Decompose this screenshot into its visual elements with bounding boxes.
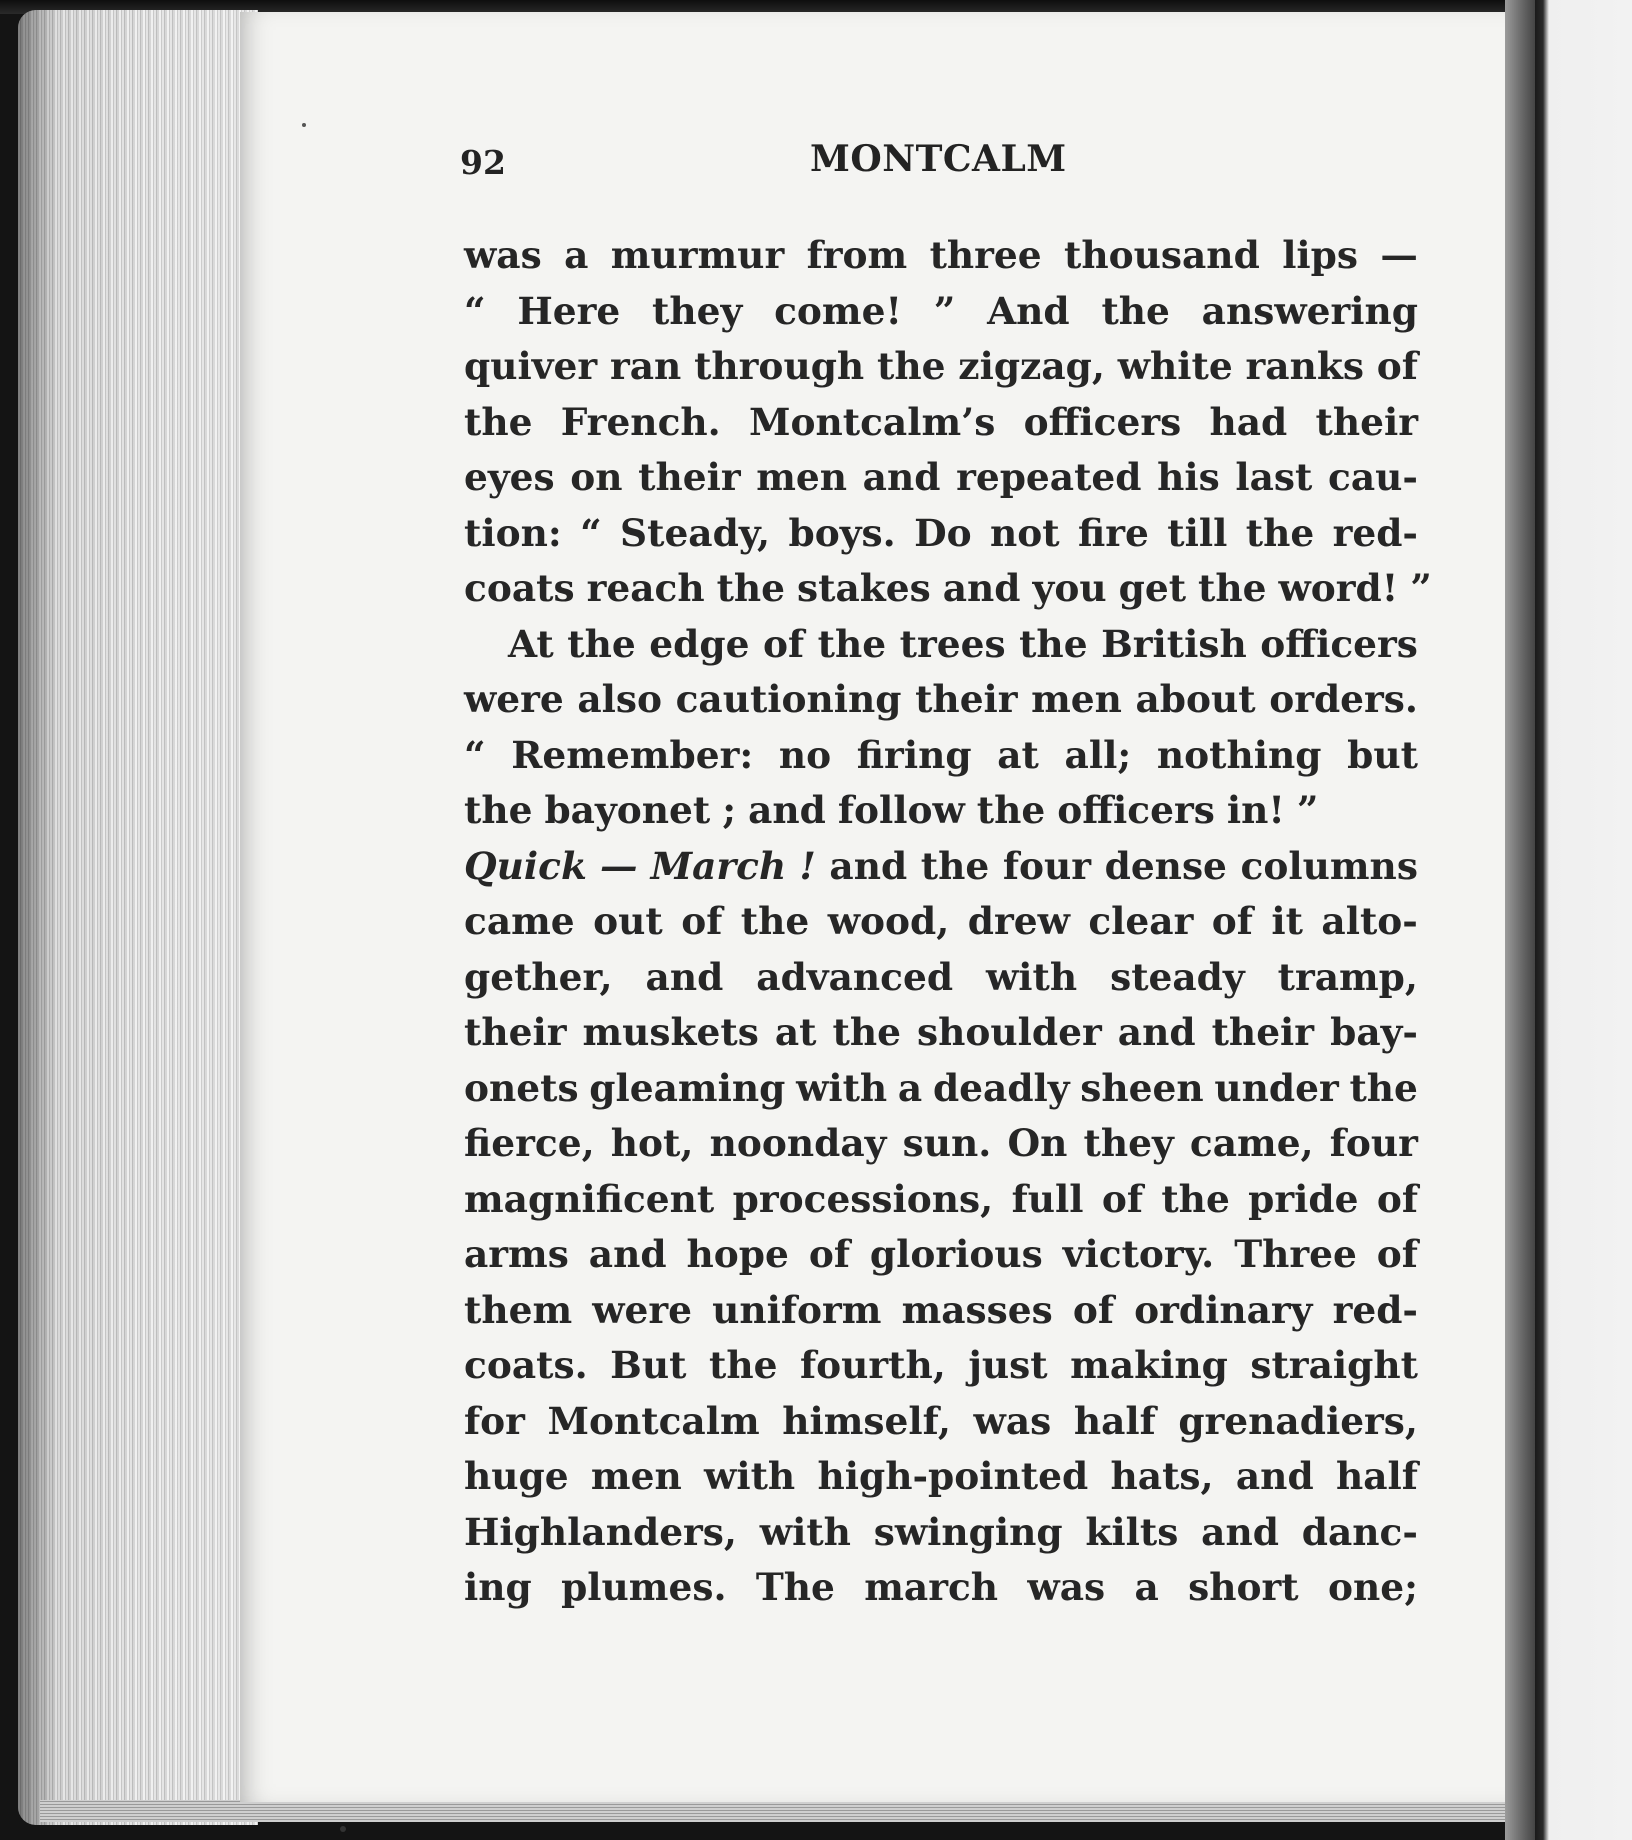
word: the — [976, 788, 1046, 832]
text-line — [464, 228, 1418, 284]
word: with — [704, 1454, 796, 1498]
word: of — [1376, 344, 1418, 388]
word: of — [1072, 1287, 1115, 1332]
word: through — [694, 344, 865, 388]
word: from — [806, 233, 908, 277]
word: steady — [1110, 954, 1245, 999]
word: till — [1167, 510, 1228, 555]
word: answering — [1201, 288, 1418, 333]
word: boys. — [788, 510, 896, 555]
word: fierce, — [464, 1121, 595, 1165]
word: the — [464, 788, 533, 832]
word: all; — [1064, 732, 1132, 777]
page-edges-bottom — [40, 1800, 1520, 1822]
word: get — [1118, 566, 1187, 610]
word: coats. — [464, 1343, 588, 1387]
word: men — [1031, 677, 1122, 721]
text-line — [464, 506, 1418, 562]
word: and — [645, 954, 724, 999]
word: the — [716, 566, 786, 610]
text-line — [464, 1338, 1418, 1394]
word: Remember: — [511, 732, 754, 777]
word: out — [593, 899, 663, 943]
text-line — [464, 561, 1432, 617]
word: hope — [686, 1232, 789, 1276]
page-number: 92 — [460, 143, 506, 182]
word: had — [1209, 399, 1288, 444]
word: quiver — [464, 344, 598, 388]
text-line — [464, 950, 1418, 1006]
word: dense — [1104, 843, 1227, 888]
word: deadly — [932, 1065, 1070, 1110]
word: trees — [899, 621, 1006, 666]
word: ing — [464, 1565, 532, 1609]
word: their — [1211, 1010, 1315, 1054]
word: the — [1349, 1065, 1418, 1110]
running-title: MONTCALM — [810, 138, 1067, 180]
word: On — [1007, 1121, 1068, 1165]
word: and — [1201, 1509, 1279, 1554]
speck — [340, 1826, 346, 1832]
text-line — [464, 1560, 1418, 1616]
word: sheen — [1080, 1065, 1204, 1110]
word: three — [929, 233, 1042, 277]
word: just — [968, 1343, 1048, 1387]
word: clear — [1088, 899, 1194, 943]
word: red- — [1332, 510, 1418, 555]
word: magnificent — [464, 1176, 715, 1221]
word: of — [1211, 899, 1253, 943]
word: Montcalm — [547, 1398, 760, 1443]
word: tion: — [464, 510, 562, 555]
word: high-pointed — [817, 1454, 1089, 1498]
word: bay- — [1330, 1010, 1418, 1054]
word: shoulder — [917, 1010, 1102, 1054]
word: with — [759, 1509, 851, 1554]
word: Here — [517, 288, 621, 333]
word: coats — [464, 566, 575, 610]
word: four — [1002, 843, 1091, 888]
word: fire — [1078, 510, 1149, 555]
word: the — [709, 1343, 778, 1387]
word: was — [973, 1398, 1052, 1443]
word: plumes. — [561, 1565, 727, 1609]
text-line — [464, 1116, 1418, 1172]
word: sun. — [902, 1121, 992, 1165]
text-line — [464, 284, 1418, 340]
word: of — [808, 1232, 850, 1276]
word: you — [1032, 566, 1107, 610]
text-line — [464, 339, 1418, 395]
word: no — [778, 732, 832, 777]
word: of — [681, 899, 723, 943]
word: follow — [837, 788, 965, 832]
word: Montcalm’s — [748, 399, 996, 444]
word: cau- — [1327, 455, 1418, 499]
word: glorious — [869, 1232, 1043, 1276]
page-edges-shadow — [18, 10, 258, 1825]
word: the — [567, 621, 636, 666]
word: the — [1245, 510, 1315, 555]
word: their — [464, 1010, 567, 1054]
word: a — [564, 233, 589, 277]
word: four — [1329, 1121, 1418, 1165]
word: for — [464, 1398, 525, 1443]
word: firing — [856, 732, 972, 777]
text-line — [464, 783, 1418, 839]
word: “ — [580, 510, 602, 555]
word: French. — [560, 399, 721, 444]
word: straight — [1250, 1343, 1418, 1387]
word: the — [1101, 288, 1170, 333]
word: of — [762, 621, 805, 666]
word: officers — [1057, 788, 1215, 832]
word: in! — [1226, 788, 1285, 832]
word: huge — [464, 1454, 569, 1498]
word: short — [1188, 1565, 1299, 1609]
word: and — [862, 455, 941, 499]
word: men — [756, 455, 848, 499]
body-text — [464, 228, 1432, 1616]
word: stakes — [797, 566, 931, 610]
word: under — [1214, 1065, 1339, 1110]
text-line — [464, 1394, 1418, 1450]
word: At — [508, 621, 554, 666]
word: word! — [1278, 566, 1399, 610]
word: march — [864, 1565, 999, 1609]
word: pride — [1248, 1176, 1359, 1221]
word: the — [464, 399, 533, 444]
word: grenadiers, — [1178, 1398, 1418, 1443]
word: not — [990, 510, 1060, 555]
word: their — [1315, 399, 1418, 444]
word: masses — [901, 1287, 1053, 1332]
word: half — [1073, 1398, 1156, 1443]
word: tramp, — [1277, 954, 1418, 999]
word: they — [652, 288, 743, 333]
word: the — [920, 843, 990, 888]
word: came, — [1189, 1121, 1314, 1165]
text-line — [464, 450, 1418, 506]
word: was — [1027, 1565, 1106, 1609]
word: their — [638, 455, 741, 499]
word: they — [1083, 1121, 1174, 1165]
word: the — [832, 1010, 901, 1054]
word: the — [877, 344, 946, 388]
word: gleaming — [589, 1065, 786, 1110]
word: onets — [464, 1065, 579, 1110]
word: arms — [464, 1232, 569, 1276]
word: but — [1347, 732, 1418, 777]
word: officers — [1023, 399, 1182, 444]
word: them — [464, 1287, 573, 1332]
word: ” — [1296, 788, 1319, 832]
text-line — [464, 1061, 1418, 1117]
word: and — [942, 566, 1021, 610]
text-line — [464, 728, 1418, 784]
word: of — [1376, 1176, 1418, 1221]
word: ; — [722, 788, 737, 832]
speck — [302, 123, 306, 127]
word: were — [592, 1287, 692, 1332]
word: “ — [464, 288, 486, 333]
word: alto- — [1321, 899, 1418, 943]
word: one; — [1327, 1565, 1418, 1609]
word: columns — [1240, 843, 1418, 888]
word: orders. — [1269, 677, 1418, 721]
word: also — [577, 677, 662, 721]
word: the — [817, 621, 887, 666]
italic-phrase: Quick — March ! — [464, 843, 816, 888]
word: British — [1101, 621, 1247, 666]
text-line — [464, 395, 1418, 451]
word: the — [1198, 566, 1267, 610]
text-line — [464, 1172, 1418, 1228]
word: cautioning — [675, 677, 902, 721]
word: bayonet — [544, 788, 711, 832]
word: advanced — [756, 954, 954, 999]
word: kilts — [1085, 1509, 1179, 1554]
word: officers — [1260, 621, 1418, 666]
text-line — [464, 839, 1418, 895]
word: with — [796, 1065, 888, 1110]
word: last — [1235, 455, 1313, 499]
word: murmur — [610, 233, 785, 277]
text-line — [464, 672, 1418, 728]
word: their — [915, 677, 1018, 721]
word: noonday — [709, 1121, 887, 1165]
text-line — [464, 1449, 1418, 1505]
word: And — [987, 288, 1070, 333]
word: of — [1376, 1232, 1418, 1276]
word: Steady, — [620, 510, 771, 555]
word: the — [1161, 1176, 1230, 1221]
word: on — [570, 455, 623, 499]
word: his — [1157, 455, 1220, 499]
text-line — [464, 894, 1418, 950]
word: come! — [774, 288, 902, 333]
text-line — [464, 617, 1418, 673]
word: and — [588, 1232, 667, 1276]
word: danc- — [1301, 1509, 1418, 1554]
word: Highlanders, — [464, 1509, 737, 1554]
text-line — [464, 1005, 1418, 1061]
word: drew — [967, 899, 1070, 943]
word: thousand — [1064, 233, 1260, 277]
word: ” — [933, 288, 956, 333]
word: gether, — [464, 954, 613, 999]
word: a — [1134, 1565, 1159, 1609]
word: was — [464, 233, 542, 277]
word: Do — [914, 510, 972, 555]
word: himself, — [782, 1398, 951, 1443]
word: white — [1117, 344, 1233, 388]
word: fourth, — [799, 1343, 946, 1387]
word: reach — [586, 566, 705, 610]
word: at — [997, 732, 1039, 777]
word: swinging — [873, 1509, 1063, 1554]
text-line — [464, 1283, 1418, 1339]
word: repeated — [956, 455, 1142, 499]
facing-page — [1535, 0, 1632, 1840]
word: processions, — [732, 1176, 994, 1221]
word: ran — [609, 344, 682, 388]
word: full — [1011, 1176, 1084, 1221]
word: victory. — [1062, 1232, 1215, 1276]
word: eyes — [464, 455, 555, 499]
word: a — [897, 1065, 923, 1110]
word: making — [1070, 1343, 1228, 1387]
word: the — [1019, 621, 1088, 666]
word: wood, — [827, 899, 950, 943]
word: muskets — [582, 1010, 759, 1054]
word: half — [1335, 1454, 1418, 1498]
word: and — [829, 843, 908, 888]
word: the — [740, 899, 810, 943]
word: zigzag, — [958, 344, 1105, 388]
word: ” — [1410, 566, 1432, 610]
text-line — [464, 1505, 1418, 1561]
word: uniform — [712, 1287, 882, 1332]
word: “ — [464, 732, 486, 777]
word: The — [755, 1565, 835, 1609]
word: lips — [1282, 233, 1359, 277]
word: and — [1117, 1010, 1196, 1054]
word: edge — [649, 621, 750, 666]
word: men — [590, 1454, 682, 1498]
word: ordinary — [1134, 1287, 1313, 1332]
word: and — [1235, 1454, 1314, 1498]
word: with — [986, 954, 1078, 999]
text-line — [464, 1227, 1418, 1283]
word: it — [1271, 899, 1303, 943]
word: Three — [1234, 1232, 1357, 1276]
word: at — [774, 1010, 817, 1054]
word: But — [610, 1343, 687, 1387]
word: ranks — [1245, 344, 1364, 388]
word: of — [1101, 1176, 1143, 1221]
word: came — [464, 899, 575, 943]
word: nothing — [1156, 732, 1322, 777]
book-gutter — [1505, 0, 1535, 1840]
word: and — [748, 788, 826, 832]
word: hot, — [610, 1121, 694, 1165]
word: red- — [1332, 1287, 1418, 1332]
word: were — [464, 677, 564, 721]
word: — — [1380, 233, 1418, 277]
word: about — [1135, 677, 1256, 721]
word: hats, — [1110, 1454, 1214, 1498]
